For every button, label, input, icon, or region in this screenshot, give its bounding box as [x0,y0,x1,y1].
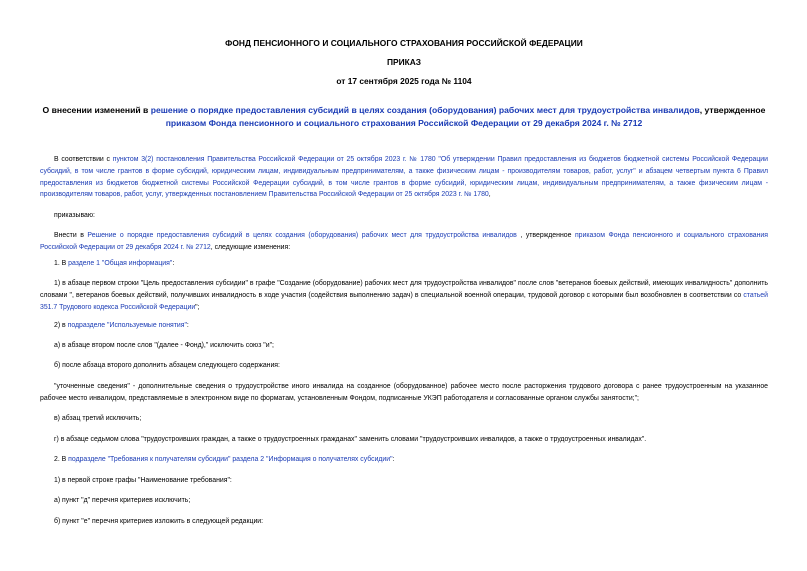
link-definitions-subsection[interactable]: подразделе "Используемые понятия" [67,322,187,329]
subitem-1-2 [40,320,768,332]
paragraph-text: В соответствии с [54,156,113,163]
organization-heading: ФОНД ПЕНСИОННОГО И СОЦИАЛЬНОГО СТРАХОВАНИЯ РОССИЙСКОЙ ФЕДЕРАЦИИ [225,38,583,48]
paragraph-text: 1) в абзаце первом строки "Цель предоставления субсидии" в графе "Создание (оборудование) рабочих мест для трудоустройства инвалидов" после слов "ветеранов боевых действий, имеющих инвалидность" дополнить словами ", ветеранов боевых действий, получивших инвалидность в ходе участия (содействия выполнению задач) в специальной военной операции, трудовой договор с которыми был возобновлен в соответствии со [40,280,768,299]
link-recipient-requirements[interactable]: подразделе "Требования к получателям субсидии" раздела 2 "Информация о получателях субсидии" [68,456,393,463]
paragraph-text: 2. В [54,456,69,463]
paragraph-text: : [172,260,175,267]
paragraph-text: 1. В [54,260,69,267]
paragraph-text: , утвержденное [516,232,575,239]
title-link-order[interactable]: приказом Фонда пенсионного и социального страхования Российской Федерации от 29 декабря 2024 г. № 2712 [165,118,643,128]
link-section-1[interactable]: разделе 1 "Общая информация" [68,260,173,267]
paragraph-text: "; [195,303,200,311]
subitem-1-1 [40,278,768,313]
document-type-heading: ПРИКАЗ [386,57,422,67]
amendment-intro-paragraph [40,230,768,254]
subitem-2-a: а) пункт "д" перечня критериев исключить; [54,497,191,504]
paragraph-text: , [488,191,491,199]
order-word: приказываю: [54,212,95,219]
document-title [40,104,768,130]
subitem-a: а) в абзаце втором после слов "(далее - Фонд)," исключить союз "и"; [54,342,274,349]
paragraph-text: : [392,456,395,463]
subitem-c: в) абзац третий исключить; [54,415,142,422]
link-labor-code-article[interactable]: статьей 351.7 Трудового кодекса Российской Федерации [40,291,768,311]
subitem-2-1: 1) в первой строке графы "Наименование требования": [54,477,232,484]
date-number-heading: от 17 сентября 2025 года № 1104 [336,76,472,86]
title-text: , утвержденное [699,105,766,115]
definition-paragraph: "уточненные сведения" - дополнительные сведения о трудоустройстве иного инвалида на созданное (оборудованное) рабочее место после расторжения трудового договора с ранее трудоустроенным на указанное рабочее место инвалидом, представляемые в электронном виде по форматам, установленным Фондом, подписанные УКЭП работодателя и согласованные органом службы занятости;"; [40,383,768,402]
title-text: О внесении изменений в [42,105,151,115]
subitem-b: б) после абзаца второго дополнить абзацем следующего содержания: [54,362,280,369]
link-decision[interactable]: Решение о порядке предоставления субсидий в целях создания (оборудования) рабочих мест для трудоустройства инвалидов [87,232,517,239]
preamble-paragraph [40,154,768,201]
item-1 [40,258,768,270]
paragraph-text: 2) в [54,322,68,329]
link-government-resolution[interactable]: пунктом 3(2) постановления Правительства Российской Федерации от 25 октября 2023 г. № 1780 "Об утверждении Правил предоставления из бюджетов бюджетной системы Российской Федерации субсидий, в том числе грантов в форме субсидий, юридическим лицам, индивидуальным предпринимателям, а также физическим лицам - производителям товаров, работ, услуг" и абзацем четвертым пункта 6 Правил предоставления из бюджетов бюджетной системы Российской Федерации субсидий, в том числе грантов в форме субсидий, юридическим лицам, индивидуальным предпринимателям, а также физическим лицам - производителям товаров, работ, услуг, утвержденных постановлением Правительства Российской Федерации от 25 октября 2023 г. № 1780 [40,156,769,199]
title-link-decision[interactable]: решение о порядке предоставления субсидий в целях создания (оборудования) рабочих мест для трудоустройства инвалидов [150,105,700,115]
paragraph-text: , следующие изменения: [210,243,291,251]
subitem-2-b: б) пункт "е" перечня критериев изложить в следующей редакции: [54,518,264,525]
paragraph-text: : [186,322,189,329]
link-order[interactable]: приказом Фонда пенсионного и социального страхования Российской Федерации от 29 декабря 2024 г. № 2712 [40,232,769,251]
paragraph-text: Внести в [54,232,88,239]
item-2 [40,454,768,466]
subitem-d: г) в абзаце седьмом слова "трудоустроивших граждан, а также о трудоустроенных гражданах" заменить словами "трудоустроивших инвалидов, а также о трудоустроенных инвалидах". [54,436,647,443]
